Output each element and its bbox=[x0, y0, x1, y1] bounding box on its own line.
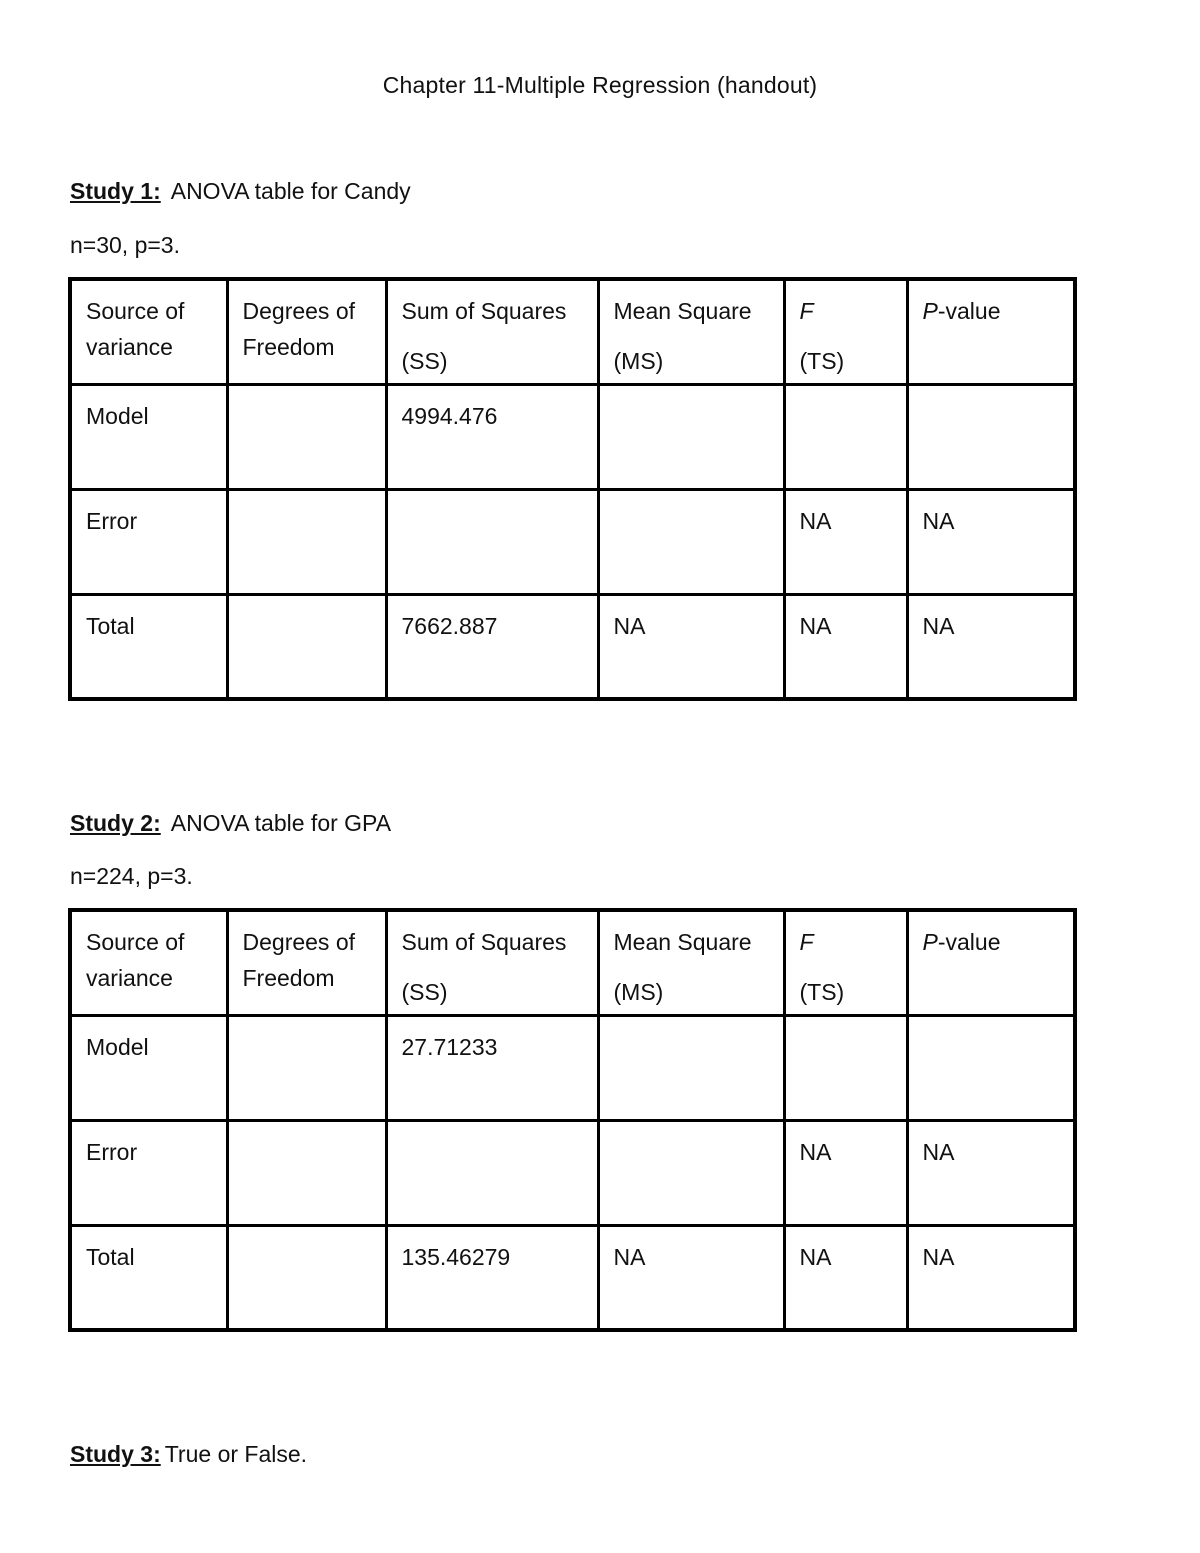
header-ss-line1: Sum of Squares bbox=[401, 298, 567, 324]
cell-f: NA bbox=[784, 1120, 907, 1225]
header-f bbox=[784, 279, 907, 384]
header-p-italic: P bbox=[922, 929, 938, 955]
study2-heading bbox=[70, 810, 391, 837]
study2-description: ANOVA table for GPA bbox=[170, 810, 392, 836]
table-row-total bbox=[70, 1225, 1075, 1330]
header-f-line1: F bbox=[799, 298, 814, 324]
cell-ms: NA bbox=[598, 594, 784, 699]
cell-df bbox=[227, 1120, 386, 1225]
study3-label: Study 3: bbox=[70, 1441, 161, 1467]
table-row-model bbox=[70, 384, 1075, 489]
header-df: Degrees of Freedom bbox=[227, 279, 386, 384]
cell-ms bbox=[598, 489, 784, 594]
table-header-row bbox=[70, 910, 1075, 1015]
cell-p: NA bbox=[907, 1120, 1075, 1225]
cell-ss bbox=[386, 489, 598, 594]
header-ss-line1: Sum of Squares bbox=[401, 929, 567, 955]
cell-df bbox=[227, 384, 386, 489]
table-row-total bbox=[70, 594, 1075, 699]
study2-label: Study 2: bbox=[70, 810, 161, 836]
cell-ss: 135.46279 bbox=[386, 1225, 598, 1330]
header-p-rest: -value bbox=[937, 929, 1001, 955]
cell-ss: 27.71233 bbox=[386, 1015, 598, 1120]
cell-ss: 4994.476 bbox=[386, 384, 598, 489]
cell-ms bbox=[598, 1015, 784, 1120]
header-ss-line2: (SS) bbox=[401, 348, 448, 374]
cell-p bbox=[907, 1015, 1075, 1120]
header-p-italic: P bbox=[922, 298, 938, 324]
cell-f bbox=[784, 1015, 907, 1120]
study1-params: n=30, p=3. bbox=[70, 232, 180, 258]
header-p bbox=[907, 279, 1075, 384]
cell-f bbox=[784, 384, 907, 489]
header-ms-line1: Mean Square bbox=[613, 298, 752, 324]
cell-f: NA bbox=[784, 489, 907, 594]
cell-df bbox=[227, 1225, 386, 1330]
cell-p: NA bbox=[907, 489, 1075, 594]
cell-ms bbox=[598, 1120, 784, 1225]
header-p-rest: -value bbox=[937, 298, 1001, 324]
header-ss-line2: (SS) bbox=[401, 979, 448, 1005]
header-df: Degrees of Freedom bbox=[227, 910, 386, 1015]
study1-heading bbox=[70, 178, 411, 205]
table-row-model bbox=[70, 1015, 1075, 1120]
header-f bbox=[784, 910, 907, 1015]
header-ss bbox=[386, 910, 598, 1015]
cell-ss: 7662.887 bbox=[386, 594, 598, 699]
cell-f: NA bbox=[784, 1225, 907, 1330]
header-ms-line2: (MS) bbox=[613, 979, 664, 1005]
anova-table-study2 bbox=[68, 908, 1077, 1332]
header-ms-line2: (MS) bbox=[613, 348, 664, 374]
cell-df bbox=[227, 594, 386, 699]
study1-label: Study 1: bbox=[70, 178, 161, 204]
cell-f: NA bbox=[784, 594, 907, 699]
anova-table-study1 bbox=[68, 277, 1077, 701]
cell-df bbox=[227, 1015, 386, 1120]
cell-source: Error bbox=[70, 489, 227, 594]
cell-source: Total bbox=[70, 1225, 227, 1330]
study1-description: ANOVA table for Candy bbox=[170, 178, 411, 204]
header-ms-line1: Mean Square bbox=[613, 929, 752, 955]
cell-source: Error bbox=[70, 1120, 227, 1225]
cell-source: Total bbox=[70, 594, 227, 699]
cell-p bbox=[907, 384, 1075, 489]
header-f-line2: (TS) bbox=[799, 979, 845, 1005]
cell-source: Model bbox=[70, 384, 227, 489]
cell-p: NA bbox=[907, 1225, 1075, 1330]
table-header-row bbox=[70, 279, 1075, 384]
cell-ms bbox=[598, 384, 784, 489]
header-p bbox=[907, 910, 1075, 1015]
header-f-line2: (TS) bbox=[799, 348, 845, 374]
header-source: Source of variance bbox=[70, 910, 227, 1015]
header-ms bbox=[598, 910, 784, 1015]
header-ms bbox=[598, 279, 784, 384]
study3-heading bbox=[70, 1441, 307, 1468]
header-source: Source of variance bbox=[70, 279, 227, 384]
header-ss bbox=[386, 279, 598, 384]
study2-params: n=224, p=3. bbox=[70, 863, 193, 889]
study3-description: True or False. bbox=[164, 1441, 308, 1467]
cell-ss bbox=[386, 1120, 598, 1225]
cell-p: NA bbox=[907, 594, 1075, 699]
page-title: Chapter 11-Multiple Regression (handout) bbox=[382, 72, 818, 98]
cell-ms: NA bbox=[598, 1225, 784, 1330]
header-f-line1: F bbox=[799, 929, 814, 955]
cell-source: Model bbox=[70, 1015, 227, 1120]
table-row-error bbox=[70, 1120, 1075, 1225]
cell-df bbox=[227, 489, 386, 594]
table-row-error bbox=[70, 489, 1075, 594]
